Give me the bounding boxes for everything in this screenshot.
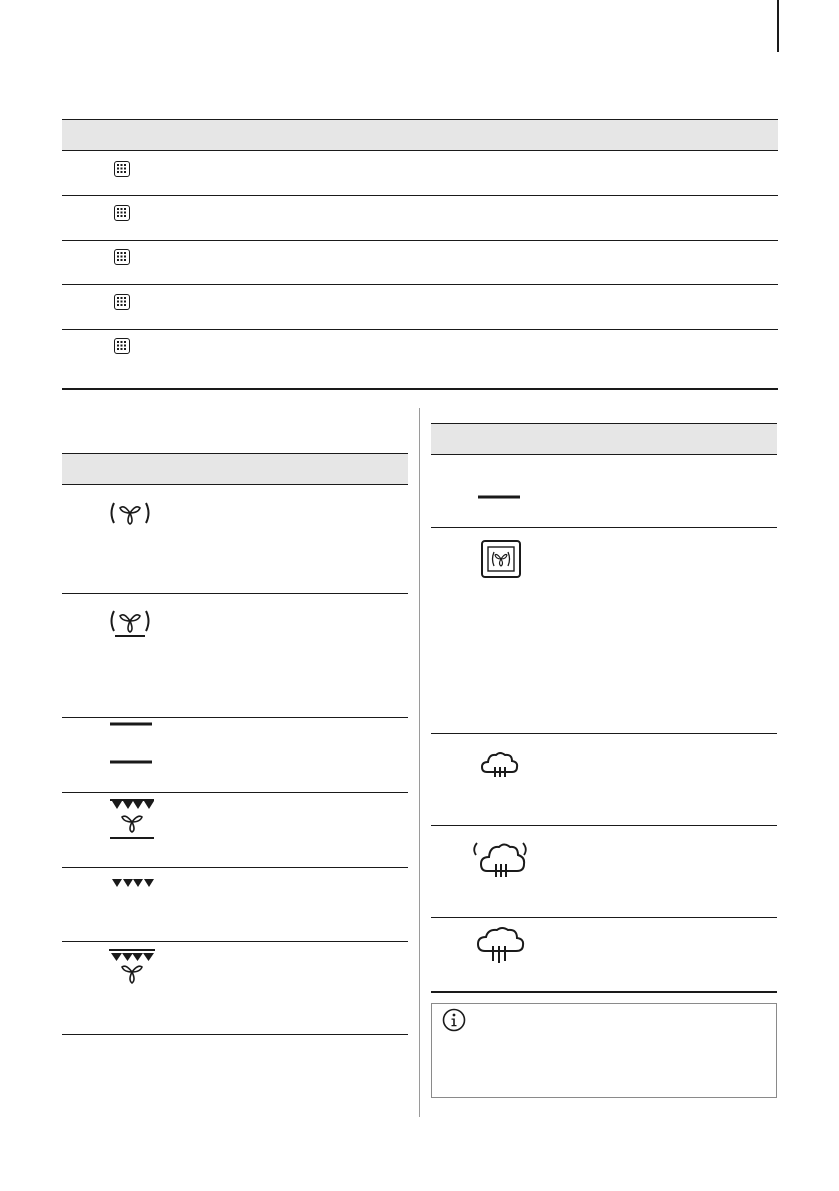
keypad-icon [114,205,130,221]
top-table-header [62,119,778,151]
column-divider [419,408,420,1117]
page-marker [777,0,779,52]
right-table-divider [431,917,777,918]
fan-grill-icon [108,948,156,986]
left-table-bottom-border [62,1034,408,1035]
top-table-divider [62,240,778,241]
framed-fan-icon [481,540,521,578]
steam-drip-icon [473,927,527,967]
top-bottom-heat-icon [110,722,152,766]
fan-bottom-heat-icon [107,608,153,638]
right-table-header [431,423,777,455]
info-icon [442,1008,466,1032]
left-table-divider [62,867,408,868]
left-table-divider [62,792,408,793]
steam-large-icon [468,837,532,881]
right-table-divider [431,733,777,734]
top-table-bottom-border [62,388,778,390]
steam-icon [481,750,519,780]
top-table-divider [62,284,778,285]
right-table-bottom-border [431,991,777,993]
left-table-divider [62,593,408,594]
keypad-icon [114,249,130,265]
keypad-icon [114,338,130,354]
keypad-icon [114,161,130,177]
left-table-divider [62,717,408,718]
info-box [431,1003,777,1098]
right-table-divider [431,825,777,826]
top-table-divider [62,329,778,330]
left-table-divider [62,941,408,942]
right-table-divider [431,527,777,528]
grill-fan-bottom-heat-icon [109,798,155,840]
top-table-divider [62,195,778,196]
left-table-header [62,453,408,485]
keypad-icon [114,294,130,310]
fan-icon [107,500,153,528]
bottom-heat-icon [478,494,520,500]
grill-icon [109,878,155,890]
